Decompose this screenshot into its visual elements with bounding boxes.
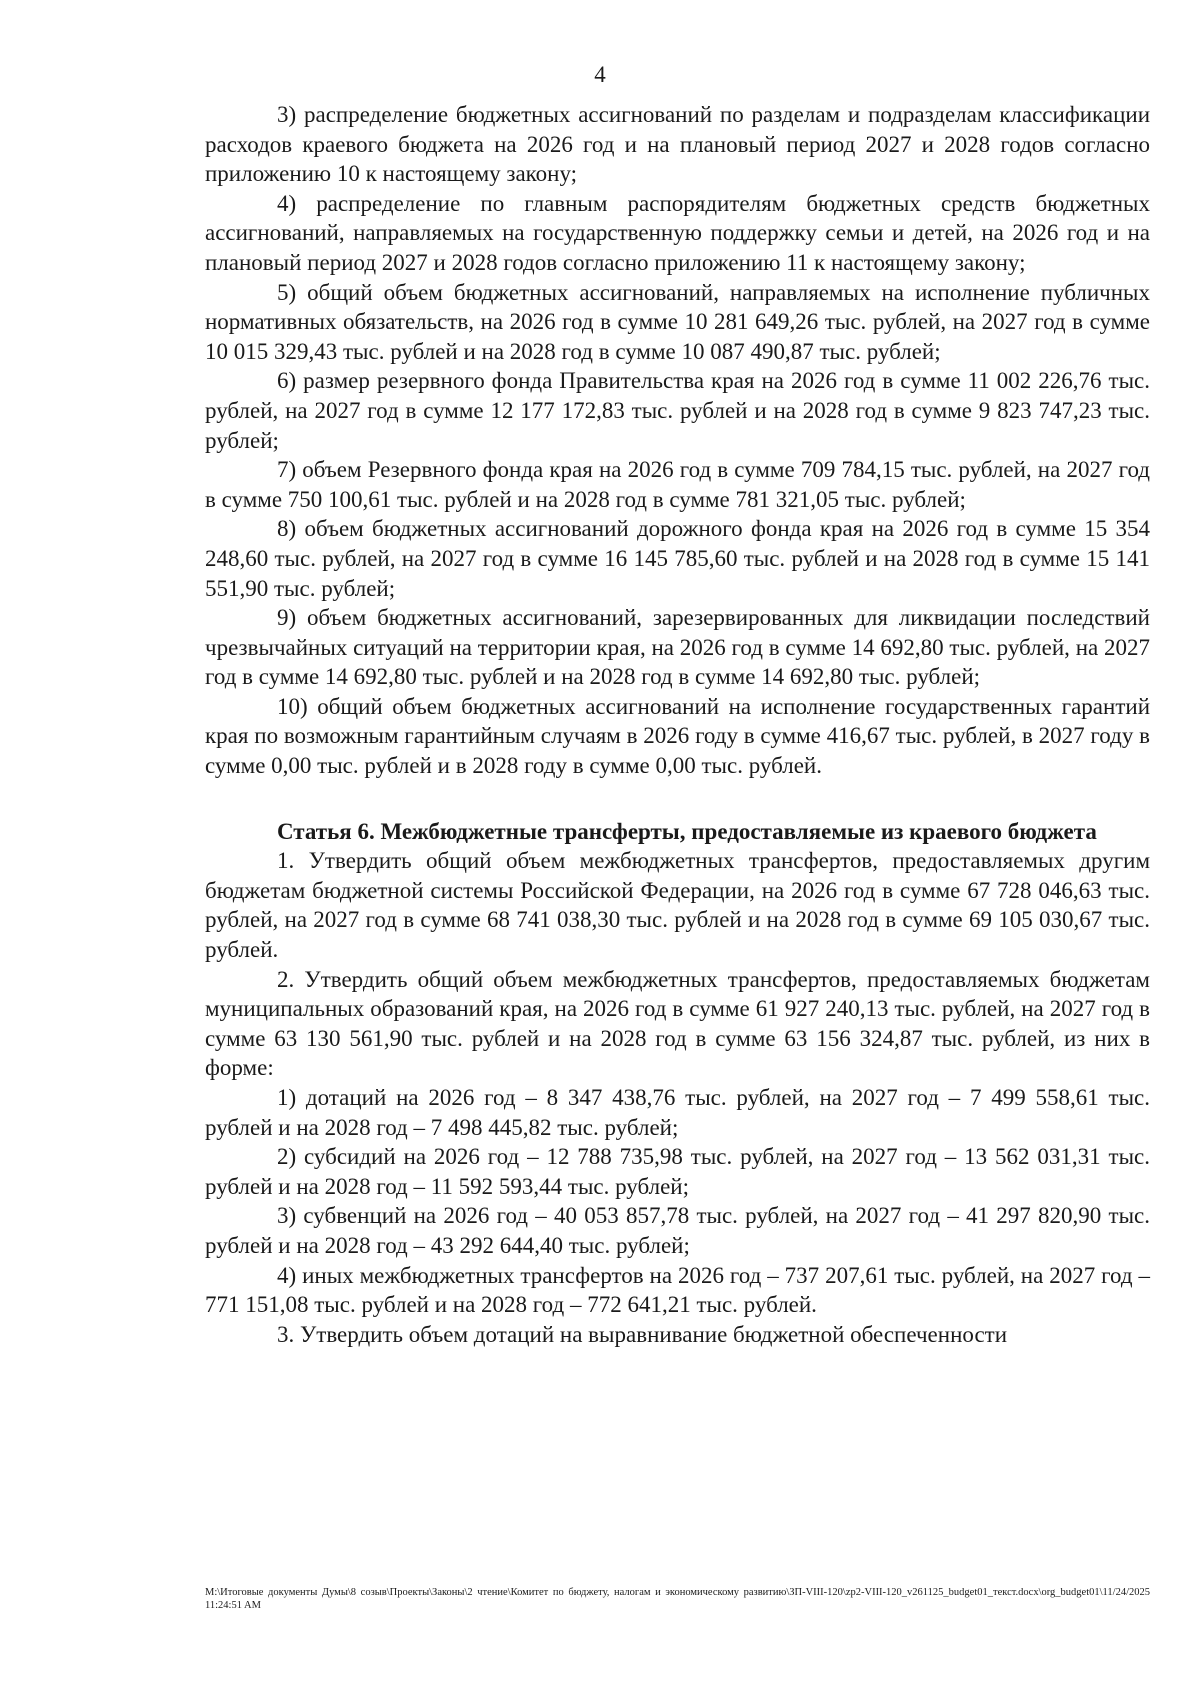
list-item-9: 9) объем бюджетных ассигнований, зарезервированных для ликвидации последствий чрезвычайных ситуаций на территории края, на 2026 год в сумме 14 692,80 тыс. рублей, на 2027 год в сумме 14 692,80 тыс. рублей и на 2028 год в сумме 14 692,80 тыс. рублей; [205, 605, 1150, 690]
article-subitem-3: 3) субвенций на 2026 год – 40 053 857,78 тыс. рублей, на 2027 год – 41 297 820,90 тыс. рублей и на 2028 год – 43 292 644,40 тыс. рублей; [205, 1203, 1150, 1258]
page-number: 4 [594, 62, 606, 87]
document-body [205, 100, 1150, 1349]
list-item-7: 7) объем Резервного фонда края на 2026 год в сумме 709 784,15 тыс. рублей, на 2027 год в сумме 750 100,61 тыс. рублей и на 2028 год в сумме 781 321,05 тыс. рублей; [205, 457, 1150, 512]
article-paragraph-3: 3. Утвердить объем дотаций на выравнивание бюджетной обеспеченности [277, 1321, 1008, 1347]
article-subitem-4: 4) иных межбюджетных трансфертов на 2026 год – 737 207,61 тыс. рублей, на 2027 год – 771 151,08 тыс. рублей и на 2028 год – 772 641,21 тыс. рублей. [205, 1262, 1150, 1318]
list-item-3: 3) распределение бюджетных ассигнований по разделам и подразделам классификации расходов краевого бюджета на 2026 год и на плановый период 2027 и 2028 годов согласно приложению 10 к настоящему закону; [205, 102, 1150, 187]
list-item-4: 4) распределение по главным распорядителям бюджетных средств бюджетных ассигнований, направляемых на государственную поддержку семьи и детей, на 2026 год и на плановый период 2027 и 2028 годов согласно приложению 11 к настоящему закону; [205, 190, 1150, 275]
article-heading: Статья 6. Межбюджетные трансферты, предоставляемые из краевого бюджета [277, 818, 1097, 844]
article-paragraph-1: 1. Утвердить общий объем межбюджетных трансфертов, предоставляемых другим бюджетам бюджетной системы Российской Федерации, на 2026 год в сумме 67 728 046,63 тыс. рублей, на 2027 год в сумме 68 741 038,30 тыс. рублей и на 2028 год в сумме 69 105 030,67 тыс. рублей. [205, 848, 1150, 963]
article-subitem-1: 1) дотаций на 2026 год – 8 347 438,76 тыс. рублей, на 2027 год – 7 499 558,61 тыс. рублей и на 2028 год – 7 498 445,82 тыс. рублей; [205, 1085, 1150, 1140]
file-path-footer: M:\Итоговые документы Думы\8 созыв\Проекты\Законы\2 чтение\Комитет по бюджету, налогам и экономическому развитию\ЗП-VIII-120\zp2-VIII-120_v261125_budget01_текст.docx\org_budget01\11/24/2025 11:24:51 AM [205, 1587, 1150, 1611]
list-item-10: 10) общий объем бюджетных ассигнований на исполнение государственных гарантий края по возможным гарантийным случаям в 2026 году в сумме 416,67 тыс. рублей, в 2027 году в сумме 0,00 тыс. рублей и в 2028 году в сумме 0,00 тыс. рублей. [205, 693, 1150, 779]
article-paragraph-2: 2. Утвердить общий объем межбюджетных трансфертов, предоставляемых бюджетам муниципальных образований края, на 2026 год в сумме 61 927 240,13 тыс. рублей, на 2027 год в сумме 63 130 561,90 тыс. рублей и на 2028 год в сумме 63 156 324,87 тыс. рублей, из них в форме: [205, 966, 1150, 1081]
list-item-6: 6) размер резервного фонда Правительства края на 2026 год в сумме 11 002 226,76 тыс. рублей, на 2027 год в сумме 12 177 172,83 тыс. рублей и на 2028 год в сумме 9 823 747,23 тыс. рублей; [205, 368, 1150, 453]
list-item-5: 5) общий объем бюджетных ассигнований, направляемых на исполнение публичных нормативных обязательств, на 2026 год в сумме 10 281 649,26 тыс. рублей, на 2027 год в сумме 10 015 329,43 тыс. рублей и на 2028 год в сумме 10 087 490,87 тыс. рублей; [205, 279, 1150, 364]
article-subitem-2: 2) субсидий на 2026 год – 12 788 735,98 тыс. рублей, на 2027 год – 13 562 031,31 тыс. рублей и на 2028 год – 11 592 593,44 тыс. рублей; [205, 1144, 1150, 1199]
list-item-8: 8) объем бюджетных ассигнований дорожного фонда края на 2026 год в сумме 15 354 248,60 тыс. рублей, на 2027 год в сумме 16 145 785,60 тыс. рублей и на 2028 год в сумме 15 141 551,90 тыс. рублей; [205, 516, 1150, 601]
